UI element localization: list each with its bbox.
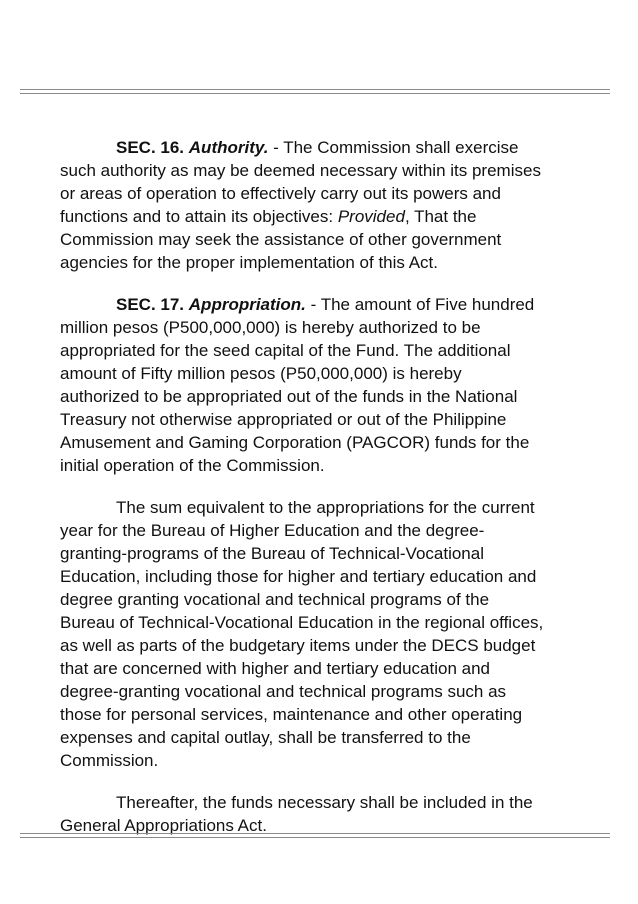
text-line: agencies for the proper implementation of this Act. xyxy=(60,253,438,272)
general-appropriations-paragraph xyxy=(60,791,590,837)
text-line: amount of Fifty million pesos (P50,000,000) is hereby xyxy=(60,364,462,383)
transfer-paragraph xyxy=(60,496,590,772)
bottom-double-rule xyxy=(20,833,610,838)
document-body xyxy=(60,136,590,856)
text-line: that are concerned with higher and tertiary education and xyxy=(60,659,490,678)
text-line: Commission may seek the assistance of other government xyxy=(60,230,502,249)
text-line: such authority as may be deemed necessary within its premises xyxy=(60,161,541,180)
text-line: Treasury not otherwise appropriated or out of the Philippine xyxy=(60,410,507,429)
section-17-paragraph xyxy=(60,293,590,477)
text-line: or areas of operation to effectively carry out its powers and xyxy=(60,184,501,203)
text-line: Thereafter, the funds necessary shall be included in the xyxy=(116,793,533,812)
text-line: General Appropriations Act. xyxy=(60,816,267,835)
text-line: granting-programs of the Bureau of Technical-Vocational xyxy=(60,544,484,563)
text-line: million pesos (P500,000,000) is hereby authorized to be xyxy=(60,318,481,337)
text-line: Education, including those for higher and tertiary education and xyxy=(60,567,537,586)
text-line: appropriated for the seed capital of the Fund. The additional xyxy=(60,341,511,360)
text-fragment: , That the xyxy=(404,207,477,226)
text-fragment: - The amount of Five hundred xyxy=(305,295,535,314)
top-double-rule xyxy=(20,89,610,94)
text-line: year for the Bureau of Higher Education and the degree- xyxy=(60,521,485,540)
text-fragment: functions and to attain its objectives: xyxy=(60,207,338,226)
text-line xyxy=(60,293,590,316)
text-line xyxy=(60,205,590,228)
text-line: authorized to be appropriated out of the funds in the National xyxy=(60,387,518,406)
section-number: SEC. 17. xyxy=(116,295,185,314)
text-line: Bureau of Technical-Vocational Education in the regional offices, xyxy=(60,613,544,632)
section-number: SEC. 16. xyxy=(116,138,185,157)
text-line: initial operation of the Commission. xyxy=(60,456,325,475)
text-line xyxy=(60,136,590,159)
text-line: as well as parts of the budgetary items under the DECS budget xyxy=(60,636,536,655)
text-line: those for personal services, maintenance and other operating xyxy=(60,705,523,724)
text-line: Commission. xyxy=(60,751,159,770)
text-line: expenses and capital outlay, shall be transferred to the xyxy=(60,728,471,747)
text-line: The sum equivalent to the appropriations for the current xyxy=(116,498,535,517)
text-line: Amusement and Gaming Corporation (PAGCOR) funds for the xyxy=(60,433,530,452)
text-line: degree-granting vocational and technical programs such as xyxy=(60,682,507,701)
section-heading: Appropriation. xyxy=(188,295,306,314)
section-heading: Authority. xyxy=(188,138,269,157)
proviso-word: Provided xyxy=(337,207,405,226)
section-16-paragraph xyxy=(60,136,590,274)
text-fragment: - The Commission shall exercise xyxy=(268,138,519,157)
text-line: degree granting vocational and technical programs of the xyxy=(60,590,490,609)
